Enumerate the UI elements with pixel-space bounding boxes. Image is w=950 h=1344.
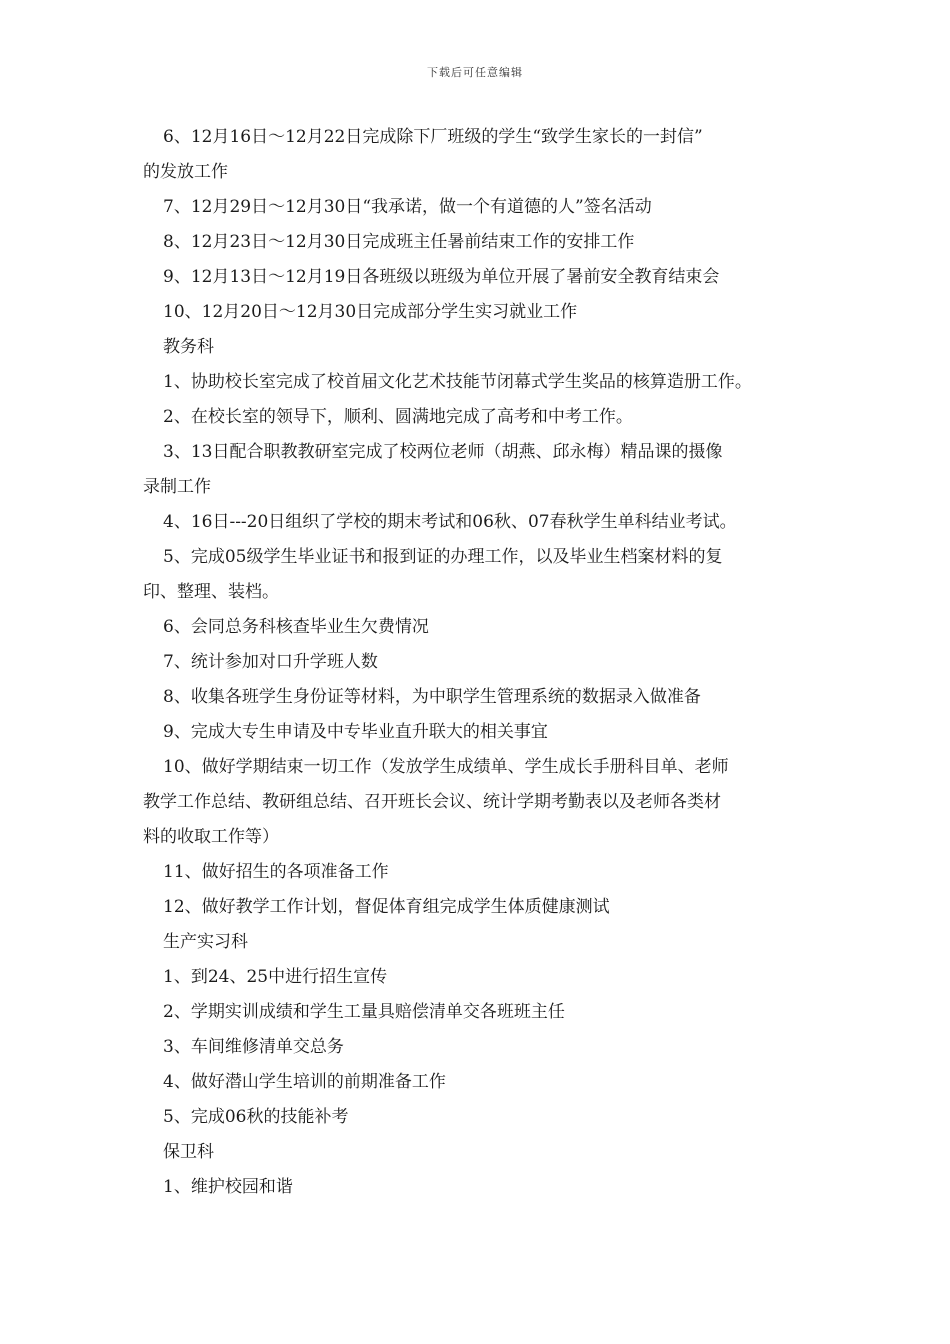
text-line: 保卫科 (163, 1142, 214, 1162)
text-line: 3、13日配合职教教研室完成了校两位老师（胡燕、邱永梅）精品课的摄像 (163, 442, 723, 462)
text-line: 6、会同总务科核查毕业生欠费情况 (163, 617, 429, 637)
text-line: 9、12月13日～12月19日各班级以班级为单位开展了暑前安全教育结束会 (163, 267, 720, 287)
text-line: 10、做好学期结束一切工作（发放学生成绩单、学生成长手册科目单、老师 (163, 757, 729, 777)
text-line: 教学工作总结、教研组总结、召开班长会议、统计学期考勤表以及老师各类材 (143, 792, 721, 812)
text-line: 10、12月20日～12月30日完成部分学生实习就业工作 (163, 302, 578, 322)
text-line: 9、完成大专生申请及中专毕业直升联大的相关事宜 (163, 722, 548, 742)
text-line: 12、做好教学工作计划，督促体育组完成学生体质健康测试 (163, 897, 610, 917)
text-line: 4、16日---20日组织了学校的期末考试和06秋、07春秋学生单科结业考试。 (163, 512, 737, 532)
text-line: 7、统计参加对口升学班人数 (163, 652, 378, 672)
text-line: 1、到24、25中进行招生宣传 (163, 967, 388, 987)
text-line: 3、车间维修清单交总务 (163, 1037, 344, 1057)
text-line: 1、维护校园和谐 (163, 1177, 293, 1197)
text-line: 6、12月16日～12月22日完成除下厂班级的学生“致学生家长的一封信” (163, 127, 703, 147)
text-line: 8、收集各班学生身份证等材料，为中职学生管理系统的数据录入做准备 (163, 687, 701, 707)
text-line: 11、做好招生的各项准备工作 (163, 862, 389, 882)
text-line: 5、完成06秋的技能补考 (163, 1107, 349, 1127)
text-line: 教务科 (163, 337, 214, 357)
text-line: 7、12月29日～12月30日“我承诺，做一个有道德的人”签名活动 (163, 197, 652, 217)
document-body (143, 120, 823, 1205)
text-line: 4、做好潜山学生培训的前期准备工作 (163, 1072, 446, 1092)
text-line: 2、在校长室的领导下，顺利、圆满地完成了高考和中考工作。 (163, 407, 633, 427)
text-line: 的发放工作 (143, 162, 228, 182)
text-line: 印、整理、装档。 (143, 582, 279, 602)
text-line: 5、完成05级学生毕业证书和报到证的办理工作，以及毕业生档案材料的复 (163, 547, 723, 567)
text-line: 录制工作 (143, 477, 211, 497)
text-line: 1、协助校长室完成了校首届文化艺术技能节闭幕式学生奖品的核算造册工作。 (163, 372, 752, 392)
text-line: 2、学期实训成绩和学生工量具赔偿清单交各班班主任 (163, 1002, 565, 1022)
text-line: 生产实习科 (163, 932, 248, 952)
text-line: 料的收取工作等） (143, 827, 279, 847)
text-line: 8、12月23日～12月30日完成班主任暑前结束工作的安排工作 (163, 232, 635, 252)
page-header: 下载后可任意编辑 (427, 66, 523, 79)
